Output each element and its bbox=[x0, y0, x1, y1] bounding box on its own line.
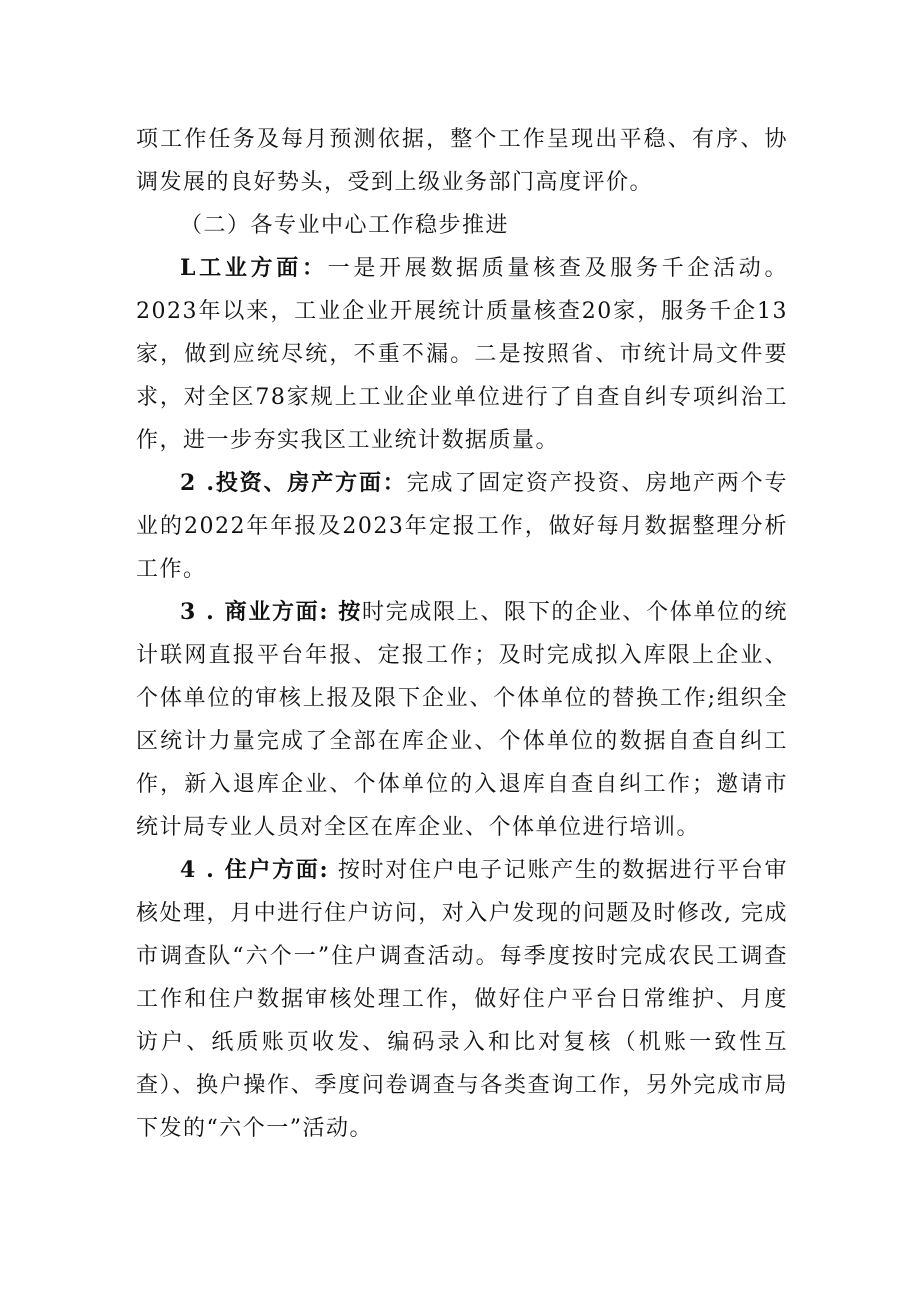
paragraph-investment bbox=[136, 462, 788, 591]
paragraph-industry bbox=[136, 247, 788, 462]
paragraph-text: 时完成限上、限下的企业、个体单位的统计联网直报平台年报、定报工作；及时完成拟入库限上企业、个体单位的审核上报及限下企业、个体单位的替换工作;组织全区统计力量完成了全部在库企业、个体单位的数据自查自纠工作，新入退库企业、个体单位的入退库自查自纠工作；邀请市统计局专业人员对全区在库企业、个体单位进行培训。 bbox=[136, 600, 788, 840]
paragraph-continuation: 项工作任务及每月预测依据，整个工作呈现出平稳、有序、协调发展的良好势头，受到上级业务部门高度评价。 bbox=[136, 127, 788, 195]
paragraph-lead: 3 . 商业方面: 按 bbox=[180, 599, 362, 625]
paragraph-household bbox=[136, 849, 788, 1150]
paragraph-lead: 4 . 住户方面: bbox=[180, 857, 330, 883]
paragraph-text: 完成了固定资产投资、房地产两个专业的2022年年报及2023年定报工作，做好每月数据整理分析工作。 bbox=[136, 471, 788, 582]
paragraph-lead: 2 .投资、房产方面： bbox=[180, 470, 407, 496]
document-body bbox=[136, 118, 788, 1150]
paragraph-lead: L工业方面： bbox=[180, 255, 328, 281]
section-heading: （二）各专业中心工作稳步推进 bbox=[180, 213, 510, 238]
paragraph-commerce bbox=[136, 591, 788, 849]
paragraph-text: 一是开展数据质量核查及服务千企活动。2023年以来，工业企业开展统计质量核查20家，服务千企13家，做到应统尽统，不重不漏。二是按照省、市统计局文件要求，对全区78家规上工业企业单位进行了自查自纠专项纠治工作，进一步夯实我区工业统计数据质量。 bbox=[136, 256, 788, 453]
paragraph-text: 按时对住户电子记账产生的数据进行平台审核处理，月中进行住户访问，对入户发现的问题及时修改, 完成市调查队“六个一”住户调查活动。每季度按时完成农民工调查工作和住户数据审核处理工作，做好住户平台日常维护、月度访户、纸质账页收发、编码录入和比对复核（机账一致性互查）、换户操作、季度问卷调查与各类查询工作，另外完成市局下发的“六个一”活动。 bbox=[136, 858, 788, 1141]
